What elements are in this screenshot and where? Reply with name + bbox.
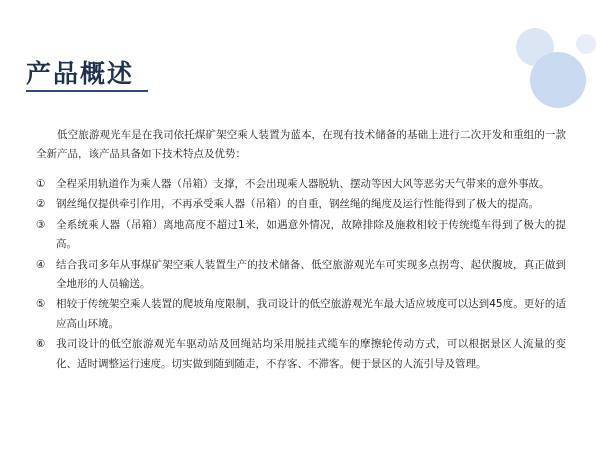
intro-paragraph: 低空旅游观光车是在我司依托煤矿架空乘人装置为蓝本，在现有技术储备的基础上进行二次开发和重组的一款全新产品，该产品具备如下技术特点及优势：: [36, 128, 566, 160]
list-item-marker: ②: [36, 198, 46, 211]
list-item: [36, 216, 566, 255]
list-item-marker: ④: [36, 258, 46, 271]
page-title: 产品概述: [26, 59, 135, 88]
decorative-circle-medium-icon: [516, 28, 554, 66]
list-item-text: 全程采用轨道作为乘人器（吊箱）支撑，不会出现乘人器脱轨、摆动等因大风等恶劣天气带来的意外事故。: [56, 177, 550, 190]
list-item: [36, 295, 566, 334]
list-item: [36, 175, 566, 194]
list-item-text: 全系统乘人器（吊箱）离地高度不超过1米，如遇意外情况，故障排除及施救相较于传统缆车得到了极大的提高。: [56, 218, 566, 251]
title-underline-rule: [26, 90, 148, 92]
list-item-marker: ①: [36, 177, 46, 190]
decorative-circle-small-icon: [576, 34, 596, 54]
list-item: [36, 256, 566, 295]
list-item: [36, 335, 566, 374]
list-item-text: 相较于传统架空乘人装置的爬坡角度限制，我司设计的低空旅游观光车最大适应坡度可以达到45度。更好的适应高山环境。: [56, 298, 566, 330]
list-item-marker: ⑤: [36, 298, 46, 311]
decorative-circles-group: [440, 0, 600, 130]
list-item-marker: ③: [36, 218, 46, 231]
list-item-text: 我司设计的低空旅游观光车驱动站及回绳站均采用脱挂式缆车的摩擦轮传动方式，可以根据景区人流量的变化、适时调整运行速度。切实做到随到随走，不存客、不滞客。便于景区的人流引导及管理。: [56, 338, 566, 370]
list-item: [36, 195, 566, 214]
list-item-text: 结合我司多年从事煤矿架空乘人装置生产的技术储备、低空旅游观光车可实现多点拐弯、起伏腹坡，真正做到全地形的人员输送。: [56, 258, 566, 290]
feature-list: [36, 175, 566, 374]
content-body: [36, 115, 566, 375]
list-item-marker: ⑥: [36, 338, 46, 351]
decorative-circle-large-icon: [530, 52, 586, 108]
list-item-text: 钢丝绳仅提供牵引作用，不再承受乘人器（吊箱）的自重，钢丝绳的绳度及运行性能得到了极大的提高。: [56, 198, 539, 211]
